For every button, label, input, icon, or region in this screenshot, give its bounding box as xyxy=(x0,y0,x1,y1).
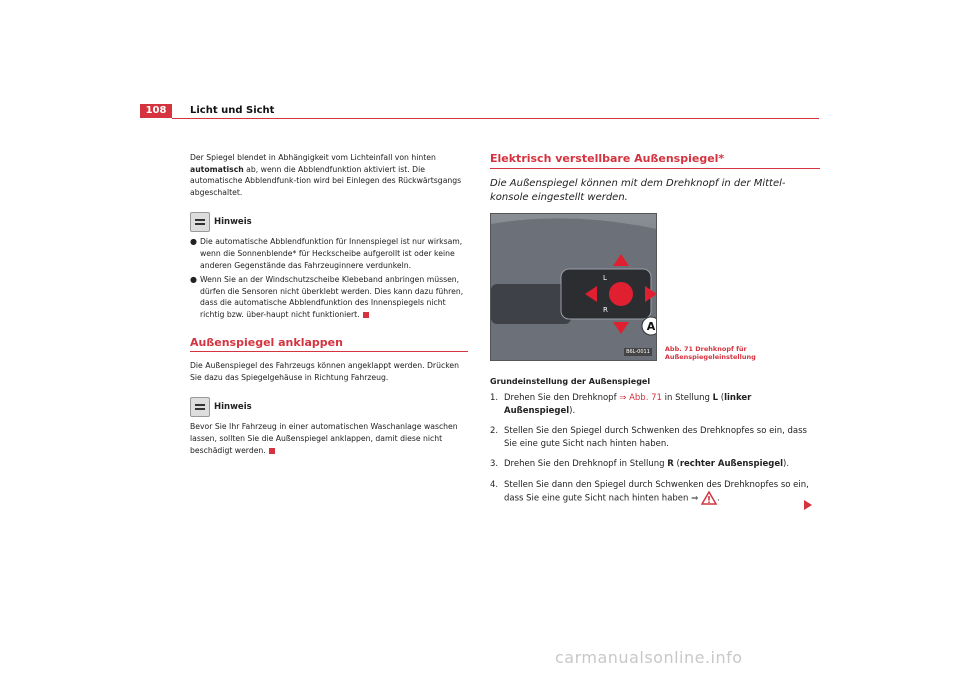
note-icon xyxy=(190,397,210,417)
header-rule xyxy=(172,118,819,119)
left-column xyxy=(190,152,468,456)
steps-list xyxy=(490,392,820,505)
end-of-section-icon xyxy=(363,312,369,318)
step-item: 1. Drehen Sie den Drehknopf ⇒ Abb. 71 in Stellung L (linker Außenspiegel). xyxy=(490,393,752,416)
bullet-icon: ● xyxy=(190,275,197,285)
step-item: 4. Stellen Sie dann den Spiegel durch Schwenken des Drehknopfes so ein, dass Sie eine gute Sicht nach hinten haben ⇒ . xyxy=(490,479,809,504)
note-bullet: ● Die automatische Abblendfunktion für Innenspiegel ist nur wirksam, wenn die Sonnenblende* für Heckscheibe aufgerollt ist oder keine anderen Gegenstände das Fahrzeuginnere verdunkeln. xyxy=(190,237,463,270)
figure-code: B6L-0011 xyxy=(626,349,650,355)
watermark: carmanualsonline.info xyxy=(555,648,743,667)
mirror-knob-illustration xyxy=(491,214,657,360)
note-title: Hinweis xyxy=(214,216,252,227)
bullet-icon: ● xyxy=(190,237,197,247)
section-paragraph: Die Außenspiegel des Fahrzeugs können angeklappt werden. Drücken Sie dazu das Spiegelgehäuse in Richtung Fahrzeug. xyxy=(190,361,459,382)
note-title: Hinweis xyxy=(214,401,252,412)
figure-mirror-knob xyxy=(490,213,657,361)
figure-label-r: R xyxy=(603,306,608,314)
figure-label-l: L xyxy=(603,274,607,282)
note-icon xyxy=(190,212,210,232)
page-number: 108 xyxy=(140,104,172,118)
figure-link[interactable]: ⇒ Abb. 71 xyxy=(619,393,662,403)
note-box-1 xyxy=(190,212,468,320)
figure-caption: Abb. 71 Drehknopf für Außenspiegeleinstellung xyxy=(664,345,756,361)
note-box-2: Hinweis Bevor Sie Ihr Fahrzeug in einer automatischen Waschanlage waschen lassen, sollten Sie die Außenspiegel anklappen, damit diese nicht beschädigt werden. xyxy=(190,397,468,456)
warning-icon xyxy=(701,491,717,505)
intro-paragraph: Der Spiegel blendet in Abhängigkeit vom Lichteinfall von hinten automatisch ab, wenn die Abblendfunktion aktiviert ist. Die automatische Abblendfunk-tion wird bei Einlegen des Rückwärtsgangs abgeschaltet. xyxy=(190,153,462,197)
chapter-title: Licht und Sicht xyxy=(190,105,275,116)
section-rule xyxy=(190,351,468,352)
end-of-section-icon xyxy=(269,448,275,454)
section-heading: Elektrisch verstellbare Außenspiegel* xyxy=(490,152,725,165)
figure-label-a: A xyxy=(646,320,656,333)
continue-arrow-icon xyxy=(804,500,812,510)
step-item: 2. Stellen Sie den Spiegel durch Schwenken des Drehknopfes so ein, dass Sie eine gute Sicht nach hinten haben. xyxy=(490,426,807,449)
note-bullet: ● Wenn Sie an der Windschutzscheibe Klebeband anbringen müssen, dürfen die Sensoren nicht überklebt werden. Dies kann dazu führen, dass die automatische Abblendfunktion des Innenspiegels nicht richtig bzw. über-haupt nicht funktioniert. xyxy=(190,275,464,319)
section-intro: Die Außenspiegel können mit dem Drehknopf in der Mittel-konsole eingestellt werden. xyxy=(490,178,786,203)
right-column xyxy=(490,152,820,513)
step-item: 3. Drehen Sie den Drehknopf in Stellung R (rechter Außenspiegel). xyxy=(490,459,790,469)
section-rule xyxy=(490,168,820,169)
section-heading: Außenspiegel anklappen xyxy=(190,335,343,349)
steps-title: Grundeinstellung der Außenspiegel xyxy=(490,377,651,386)
